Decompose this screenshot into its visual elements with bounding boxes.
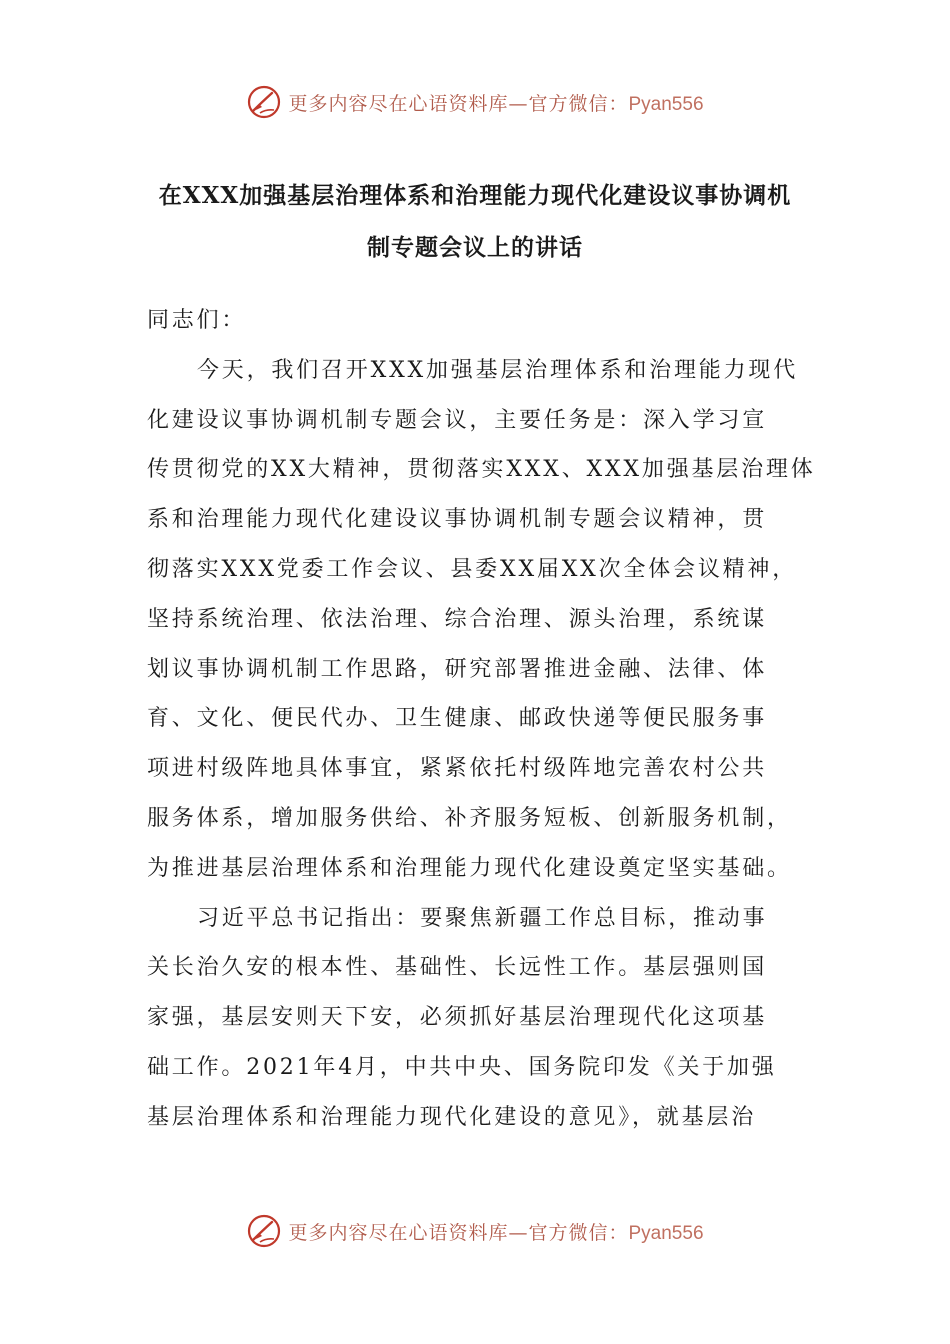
watermark-text: 更多内容尽在心语资料库—官方微信：Pyan556 bbox=[288, 1221, 704, 1244]
text-line: 服务体系，增加服务供给、补齐服务短板、创新服务机制， bbox=[147, 805, 792, 831]
text-line: 系和治理能力现代化建设议事协调机制专题会议精神，贯 bbox=[147, 507, 768, 533]
text-line: 今天，我们召开XXX加强基层治理体系和治理能力现代 bbox=[197, 357, 798, 383]
watermark-text: 更多内容尽在心语资料库—官方微信：Pyan556 bbox=[288, 92, 704, 115]
paragraph bbox=[147, 346, 817, 894]
text-line: 习近平总书记指出：要聚焦新疆工作总目标，推动事 bbox=[197, 905, 768, 931]
text-line: 为推进基层治理体系和治理能力现代化建设奠定坚实基础。 bbox=[147, 855, 792, 881]
text-line: 传贯彻党的XX大精神，贯彻落实XXX、XXX加强基层治理体 bbox=[147, 457, 816, 483]
watermark-header bbox=[0, 82, 950, 122]
text-line: 育、文化、便民代办、卫生健康、邮政快递等便民服务事 bbox=[147, 706, 768, 732]
text-line: 坚持系统治理、依法治理、综合治理、源头治理，系统谋 bbox=[147, 606, 768, 632]
text-line: 彻落实XXX党委工作会议、县委XX届XX次全体会议精神， bbox=[147, 556, 798, 582]
text-line: 化建设议事协调机制专题会议，主要任务是：深入学习宣 bbox=[147, 407, 768, 433]
text-line: 基层治理体系和治理能力现代化建设的意见》，就基层治 bbox=[147, 1104, 757, 1130]
watermark-footer bbox=[0, 1211, 950, 1251]
pen-logo-icon bbox=[246, 84, 282, 120]
salutation: 同志们： bbox=[147, 308, 247, 333]
paragraph bbox=[147, 894, 817, 1143]
text-line: 划议事协调机制工作思路，研究部署推进金融、法律、体 bbox=[147, 656, 768, 682]
pen-logo-icon bbox=[246, 1213, 282, 1249]
text-line: 础工作。2021年4月，中共中央、国务院印发《关于加强 bbox=[147, 1054, 777, 1080]
text-line: 家强，基层安则天下安，必须抓好基层治理现代化这项基 bbox=[147, 1005, 768, 1031]
wechat-id: Pyan556 bbox=[628, 1222, 704, 1244]
title-line: 制专题会议上的讲话 bbox=[367, 234, 583, 261]
document-title bbox=[140, 170, 810, 274]
document-body bbox=[147, 296, 817, 1143]
title-line: 在XXX加强基层治理体系和治理能力现代化建设议事协调机 bbox=[158, 182, 792, 209]
wechat-id: Pyan556 bbox=[628, 93, 704, 115]
text-line: 关长治久安的根本性、基础性、长远性工作。基层强则国 bbox=[147, 955, 768, 981]
text-line: 项进村级阵地具体事宜，紧紧依托村级阵地完善农村公共 bbox=[147, 756, 768, 782]
